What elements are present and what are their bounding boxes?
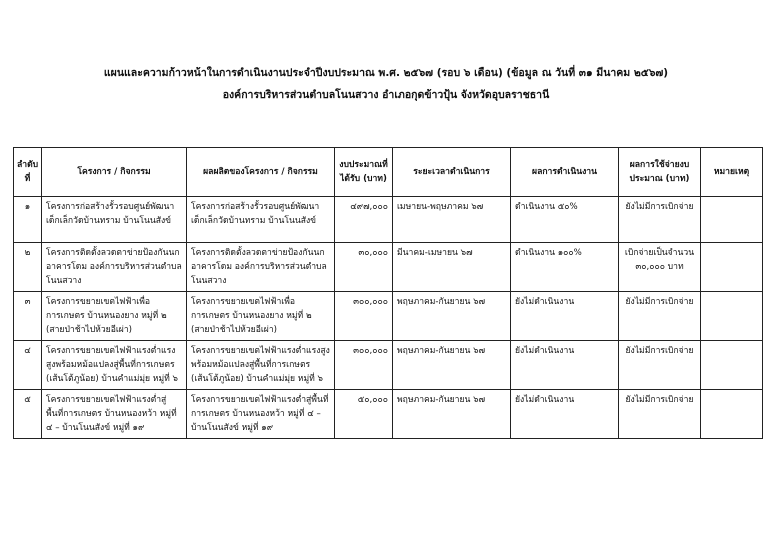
header-output: ผลผลิตของโครงการ / กิจกรรม <box>187 148 335 197</box>
row-project: โครงการขยายเขตไฟฟ้าเพื่อการเกษตร บ้านหนองยาง หมู่ที่ ๒ (สายป่าช้าไปห้วยอีเผ่า) <box>42 292 187 341</box>
table-row <box>14 292 763 341</box>
row-no: ๕ <box>14 390 42 439</box>
header-period: ระยะเวลาดำเนินการ <box>393 148 511 197</box>
progress-table <box>13 147 763 439</box>
row-no: ๒ <box>14 243 42 292</box>
table-row <box>14 243 763 292</box>
row-spent: ยังไม่มีการเบิกจ่าย <box>619 390 701 439</box>
row-period: พฤษภาคม-กันยายน ๖๗ <box>393 390 511 439</box>
table-row <box>14 197 763 243</box>
document-title <box>0 62 772 106</box>
row-period: เมษายน-พฤษภาคม ๖๗ <box>393 197 511 243</box>
row-output: โครงการก่อสร้างรั้วรอบศูนย์พัฒนาเด็กเล็กวัดบ้านทราม บ้านโนนสังข์ <box>187 197 335 243</box>
row-spent: ยังไม่มีการเบิกจ่าย <box>619 341 701 390</box>
row-result: ยังไม่ดำเนินงาน <box>511 341 619 390</box>
row-project: โครงการติดตั้งลวดตาข่ายป้องกันนกอาคารโดม องค์การบริหารส่วนตำบลโนนสวาง <box>42 243 187 292</box>
row-result: ยังไม่ดำเนินงาน <box>511 390 619 439</box>
row-project: โครงการก่อสร้างรั้วรอบศูนย์พัฒนาเด็กเล็กวัดบ้านทราม บ้านโนนสังข์ <box>42 197 187 243</box>
row-no: ๓ <box>14 292 42 341</box>
row-result: ยังไม่ดำเนินงาน <box>511 292 619 341</box>
row-budget: ๓๐๐,๐๐๐ <box>335 341 393 390</box>
row-result: ดำเนินงาน ๑๐๐% <box>511 243 619 292</box>
row-result: ดำเนินงาน ๕๐% <box>511 197 619 243</box>
row-no: ๑ <box>14 197 42 243</box>
row-project: โครงการขยายเขตไฟฟ้าแรงต่ำสู่พื้นที่การเกษตร บ้านหนองหว้า หมู่ที่ ๔ – บ้านโนนสังข์ หมู่ที่ ๑๙ <box>42 390 187 439</box>
row-budget: ๓๐,๐๐๐ <box>335 243 393 292</box>
row-period: พฤษภาคม-กันยายน ๖๗ <box>393 341 511 390</box>
header-no: ลำดับที่ <box>14 148 42 197</box>
row-spent: เบิกจ่ายเป็นจำนวน ๓๐,๐๐๐ บาท <box>619 243 701 292</box>
row-project: โครงการขยายเขตไฟฟ้าแรงต่ำแรงสูงพร้อมหม้อแปลงสู่พื้นที่การเกษตร (เส้นโต้ภูน้อย) บ้านคำแม่มุ่ย หมู่ที่ ๖ <box>42 341 187 390</box>
row-spent: ยังไม่มีการเบิกจ่าย <box>619 292 701 341</box>
row-note <box>701 243 763 292</box>
row-output: โครงการขยายเขตไฟฟ้าเพื่อการเกษตร บ้านหนองยาง หมู่ที่ ๒ (สายป่าช้าไปห้วยอีเผ่า) <box>187 292 335 341</box>
header-project: โครงการ / กิจกรรม <box>42 148 187 197</box>
row-spent: ยังไม่มีการเบิกจ่าย <box>619 197 701 243</box>
row-note <box>701 341 763 390</box>
header-note: หมายเหตุ <box>701 148 763 197</box>
row-no: ๔ <box>14 341 42 390</box>
row-output: โครงการขยายเขตไฟฟ้าแรงต่ำแรงสูงพร้อมหม้อแปลงสู่พื้นที่การเกษตร (เส้นโต้ภูน้อย) บ้านคำแม่มุ่ย หมู่ที่ ๖ <box>187 341 335 390</box>
table-row <box>14 390 763 439</box>
row-note <box>701 197 763 243</box>
title-line-2: องค์การบริหารส่วนตำบลโนนสวาง อำเภอกุดข้าวปุ้น จังหวัดอุบลราชธานี <box>222 89 550 101</box>
row-budget: ๓๐๐,๐๐๐ <box>335 292 393 341</box>
row-period: มีนาคม-เมษายน ๖๗ <box>393 243 511 292</box>
table-header-row <box>14 148 763 197</box>
row-output: โครงการติดตั้งลวดตาข่ายป้องกันนกอาคารโดม องค์การบริหารส่วนตำบลโนนสวาง <box>187 243 335 292</box>
title-line-1: แผนและความก้าวหน้าในการดำเนินงานประจำปีงบประมาณ พ.ศ. ๒๕๖๗ (รอบ ๖ เดือน) (ข้อมูล ณ วันที่ ๓๑ มีนาคม ๒๕๖๗) <box>103 67 669 79</box>
row-note <box>701 390 763 439</box>
header-result: ผลการดำเนินงาน <box>511 148 619 197</box>
table-row <box>14 341 763 390</box>
header-spent: ผลการใช้จ่ายงบประมาณ (บาท) <box>619 148 701 197</box>
row-note <box>701 292 763 341</box>
row-budget: ๔๙๗,๐๐๐ <box>335 197 393 243</box>
row-budget: ๕๐,๐๐๐ <box>335 390 393 439</box>
row-output: โครงการขยายเขตไฟฟ้าแรงต่ำสู่พื้นที่การเกษตร บ้านหนองหว้า หมู่ที่ ๔ – บ้านโนนสังข์ หมู่ที่ ๑๙ <box>187 390 335 439</box>
row-period: พฤษภาคม-กันยายน ๖๗ <box>393 292 511 341</box>
header-budget: งบประมาณที่ได้รับ (บาท) <box>335 148 393 197</box>
